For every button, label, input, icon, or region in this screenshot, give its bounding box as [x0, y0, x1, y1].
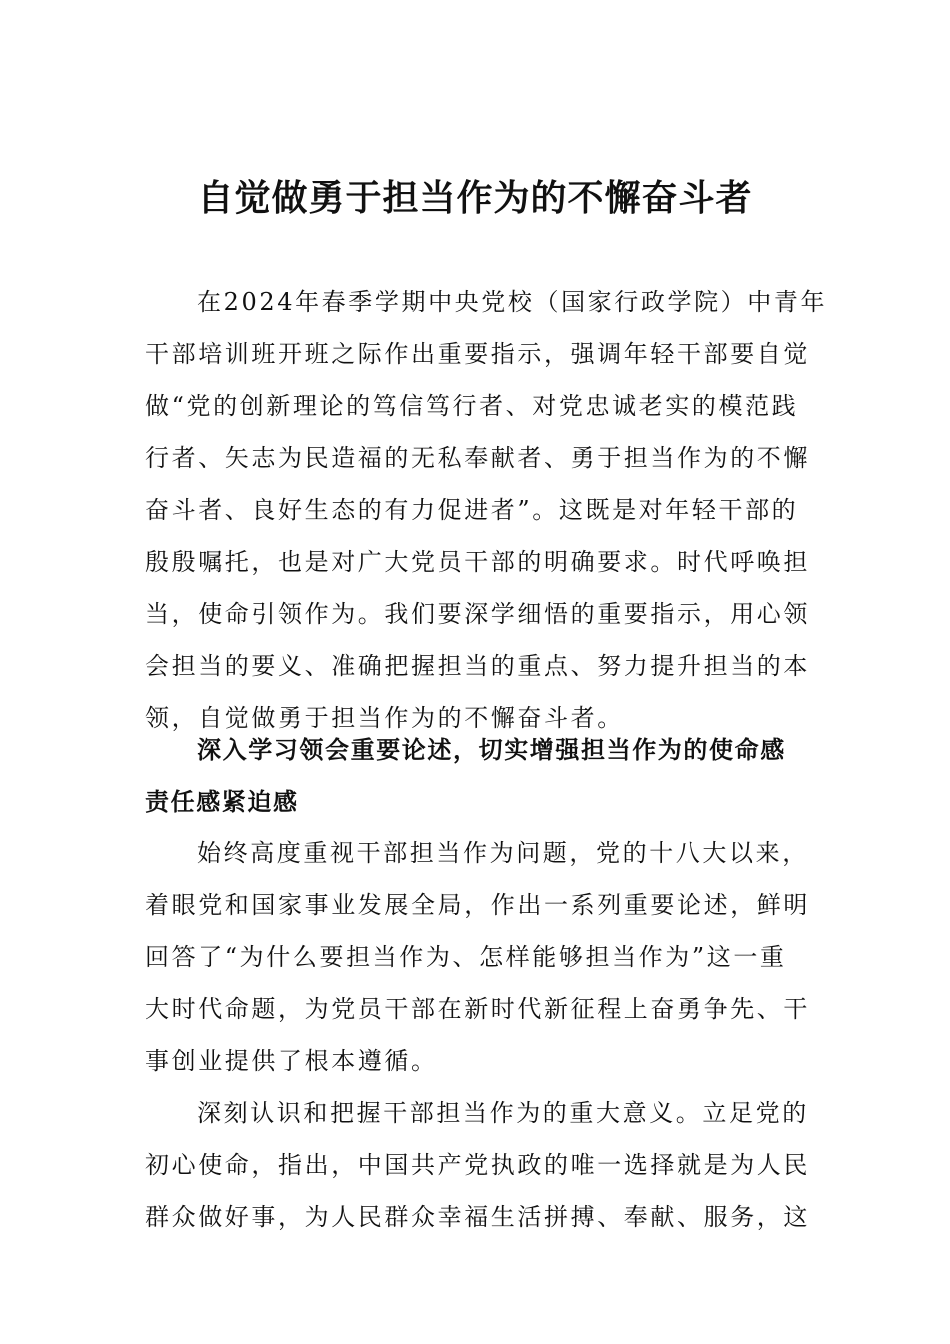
- text-line: 始终高度重视干部担当作为问题，党的十八大以来，: [197, 839, 809, 867]
- text-line: 行者、矢志为民造福的无私奉献者、勇于担当作为的不懈: [145, 444, 810, 472]
- text-line: 深刻认识和把握干部担当作为的重大意义。立足党的: [197, 1099, 809, 1127]
- paragraph-section-1: [145, 827, 810, 1087]
- text-line: 着眼党和国家事业发展全局，作出一系列重要论述，鲜明: [145, 891, 810, 919]
- text-line: 在2024年春季学期中央党校（国家行政学院）中青年: [197, 288, 828, 316]
- paragraph-intro: [145, 276, 828, 744]
- text-line: 大时代命题，为党员干部在新时代新征程上奋勇争先、干: [145, 995, 810, 1023]
- text-line: 会担当的要义、准确把握担当的重点、努力提升担当的本: [145, 652, 810, 680]
- section-heading: [145, 724, 791, 828]
- heading-line: 深入学习领会重要论述，切实增强担当作为的使命感: [197, 736, 786, 764]
- text-line: 回答了“为什么要担当作为、怎样能够担当作为”这一重: [145, 943, 787, 971]
- text-line: 事创业提供了根本遵循。: [145, 1047, 438, 1075]
- text-line: 奋斗者、良好生态的有力促进者”。这既是对年轻干部的: [145, 496, 799, 524]
- text-line: 殷殷嘱托，也是对广大党员干部的明确要求。时代呼唤担: [145, 548, 810, 576]
- text-line: 初心使命，指出，中国共产党执政的唯一选择就是为人民: [145, 1151, 810, 1179]
- heading-line: 责任感紧迫感: [145, 788, 299, 816]
- paragraph-section-2: [145, 1087, 810, 1243]
- text-line: 群众做好事，为人民群众幸福生活拼搏、奉献、服务，这: [145, 1203, 810, 1231]
- text-line: 当，使命引领作为。我们要深学细悟的重要指示，用心领: [145, 600, 810, 628]
- text-line: 干部培训班开班之际作出重要指示，强调年轻干部要自觉: [145, 340, 810, 368]
- text-line: 做“党的创新理论的笃信笃行者、对党忠诚老实的模范践: [145, 392, 799, 420]
- text-line: 领，自觉做勇于担当作为的不懈奋斗者。: [145, 704, 624, 732]
- document-title: 自觉做勇于担当作为的不懈奋斗者: [197, 177, 753, 219]
